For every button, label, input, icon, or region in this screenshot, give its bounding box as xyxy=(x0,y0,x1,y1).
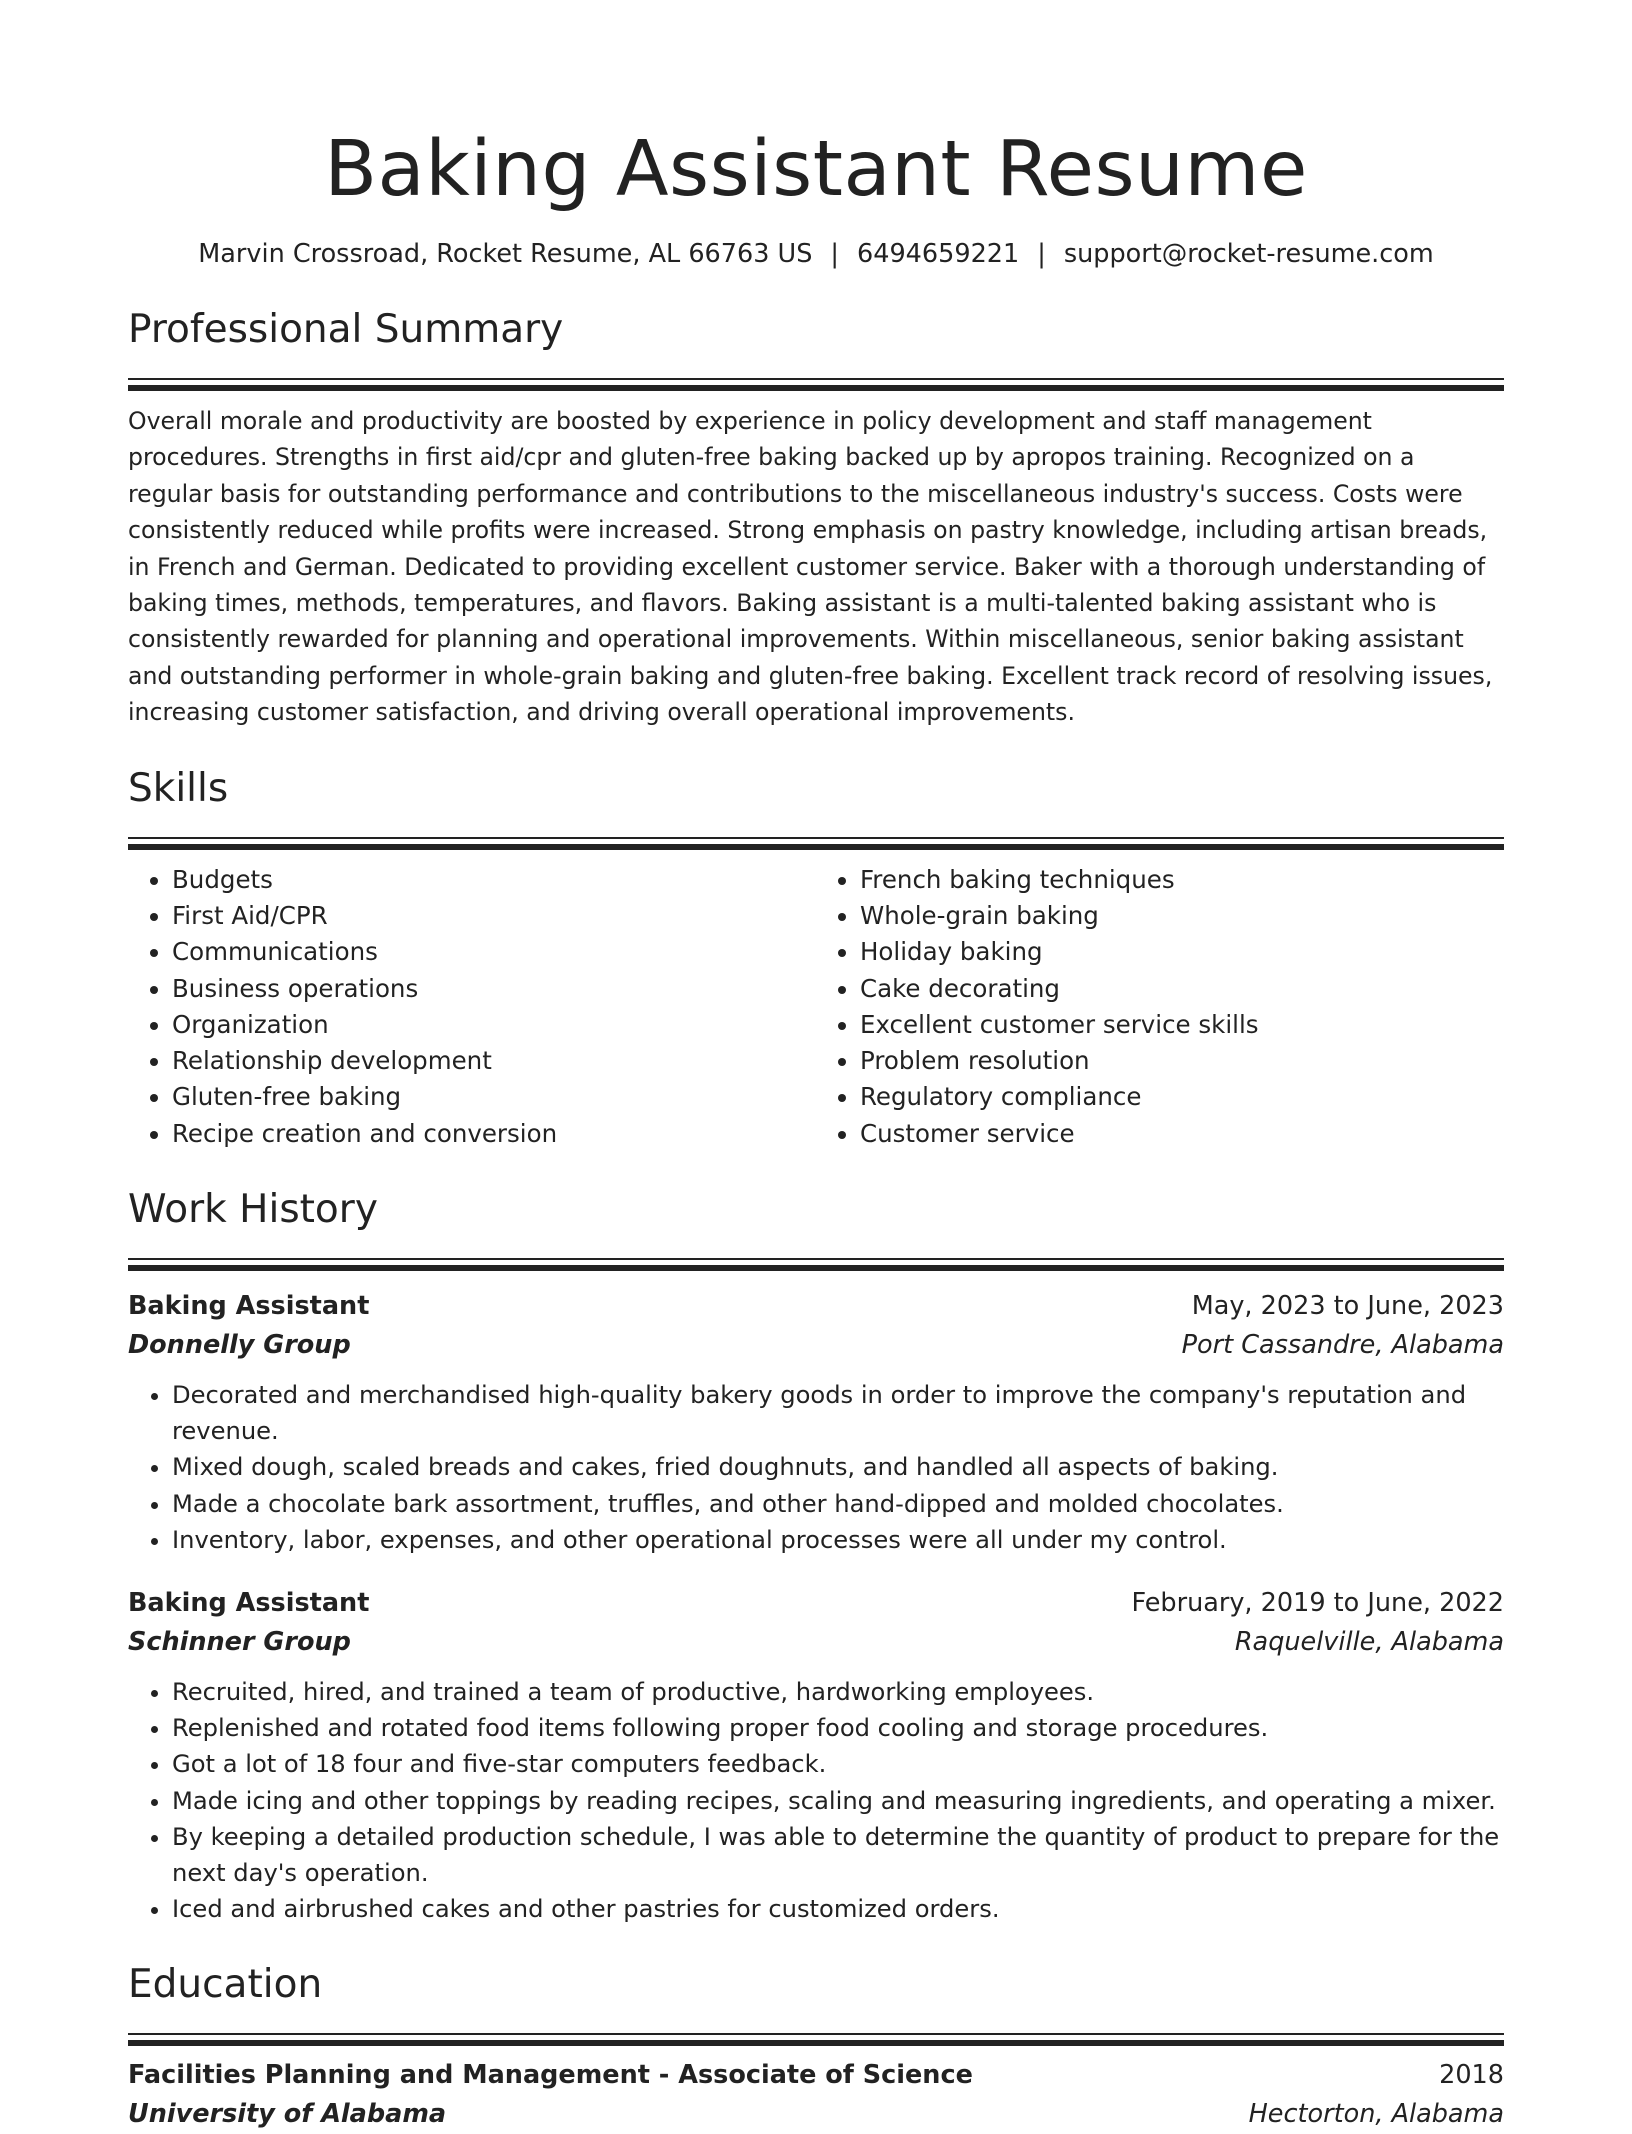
job-subheader xyxy=(128,1622,1504,1662)
job-entry xyxy=(128,1287,1504,1558)
job-company: Donnelly Group xyxy=(128,1330,351,1361)
skill-item: • First Aid/CPR xyxy=(172,898,816,934)
job-header xyxy=(128,1584,1504,1622)
resume-title: Baking Assistant Resume xyxy=(324,125,1308,214)
education-year: 2018 xyxy=(1439,2060,1504,2091)
contact-separator: | xyxy=(1037,239,1046,269)
skill-item: • Organization xyxy=(172,1007,816,1043)
section-divider xyxy=(128,2033,1504,2046)
skill-item: • Gluten-free baking xyxy=(172,1079,816,1115)
section-heading-summary: Professional Summary xyxy=(128,307,564,352)
section-divider xyxy=(128,378,1504,391)
education-entry xyxy=(128,2056,1504,2134)
education-school: University of Alabama xyxy=(128,2099,447,2130)
job-title: Baking Assistant xyxy=(128,1291,370,1322)
contact-line xyxy=(128,236,1504,272)
job-bullet: • Replenished and rotated food items following proper food cooling and storage procedures. xyxy=(172,1710,1504,1746)
skill-item: • Regulatory compliance xyxy=(860,1079,1504,1115)
job-subheader xyxy=(128,1325,1504,1365)
skill-item: • Customer service xyxy=(860,1116,1504,1152)
education-subheader xyxy=(128,2094,1504,2134)
skill-item: • Excellent customer service skills xyxy=(860,1007,1504,1043)
skill-item: • Communications xyxy=(172,934,816,970)
skill-item: • Cake decorating xyxy=(860,971,1504,1007)
job-bullet: • Decorated and merchandised high-quality bakery goods in order to improve the company's reputation and revenue. xyxy=(172,1377,1504,1449)
contact-separator: | xyxy=(830,239,840,269)
skills-list xyxy=(128,862,1504,1152)
skill-item: • French baking techniques xyxy=(860,862,1504,898)
section-heading-skills: Skills xyxy=(128,765,229,811)
job-bullet: • Made icing and other toppings by reading recipes, scaling and measuring ingredients, and operating a mixer. xyxy=(172,1783,1504,1819)
job-title: Baking Assistant xyxy=(128,1588,370,1619)
job-location: Port Cassandre, Alabama xyxy=(1181,1330,1504,1361)
job-entry xyxy=(128,1584,1504,1927)
contact-email: support@rocket-resume.com xyxy=(1063,239,1434,269)
section-divider xyxy=(128,1258,1504,1271)
job-location: Raquelville, Alabama xyxy=(1234,1627,1504,1658)
job-dates: February, 2019 to June, 2022 xyxy=(1131,1588,1504,1619)
skill-item: • Relationship development xyxy=(172,1043,816,1079)
contact-phone: 6494659221 xyxy=(857,239,1020,269)
summary-paragraph: Overall morale and productivity are boosted by experience in policy development and staff management procedures. Strengths in first aid/cpr and gluten-free baking backed up by apropos training. Recognized on a regular basis for outstanding performance and contributions to the miscellaneous industry's success. Costs were consistently reduced while profits were increased. Strong emphasis on pastry knowledge, including artisan breads, in French and German. Dedicated to providing excellent customer service. Baker with a thorough understanding of baking times, methods, temperatures, and flavors. Baking assistant is a multi-talented baking assistant who is consistently rewarded for planning and operational improvements. Within miscellaneous, senior baking assistant and outstanding performer in whole-grain baking and gluten-free baking. Excellent track record of resolving issues, increasing customer satisfaction, and driving overall operational improvements. xyxy=(128,407,1493,727)
skill-item: • Holiday baking xyxy=(860,934,1504,970)
skill-item: • Business operations xyxy=(172,971,816,1007)
skill-item: • Problem resolution xyxy=(860,1043,1504,1079)
skill-item: • Recipe creation and conversion xyxy=(172,1116,816,1152)
job-bullet: • Recruited, hired, and trained a team of productive, hardworking employees. xyxy=(172,1674,1504,1710)
job-company: Schinner Group xyxy=(128,1627,351,1658)
skills-column-right xyxy=(816,862,1504,1152)
job-bullets xyxy=(128,1674,1504,1927)
job-bullet: • Mixed dough, scaled breads and cakes, fried doughnuts, and handled all aspects of baking. xyxy=(172,1449,1504,1485)
education-location: Hectorton, Alabama xyxy=(1248,2099,1504,2130)
job-bullet: • By keeping a detailed production schedule, I was able to determine the quantity of product to prepare for the next day's operation. xyxy=(172,1819,1504,1891)
skill-item: • Budgets xyxy=(172,862,816,898)
job-bullet: • Iced and airbrushed cakes and other pastries for customized orders. xyxy=(172,1891,1504,1927)
skills-column-left xyxy=(128,862,816,1152)
job-bullet: • Inventory, labor, expenses, and other operational processes were all under my control. xyxy=(172,1522,1504,1558)
education-degree: Facilities Planning and Management - Associate of Science xyxy=(128,2060,973,2091)
section-divider xyxy=(128,837,1504,850)
job-bullets xyxy=(128,1377,1504,1558)
education-header xyxy=(128,2056,1504,2094)
section-heading-education: Education xyxy=(128,1962,323,2008)
section-heading-work-history: Work History xyxy=(128,1187,378,1233)
job-bullet: • Made a chocolate bark assortment, truffles, and other hand-dipped and molded chocolates. xyxy=(172,1486,1504,1522)
job-bullet: • Got a lot of 18 four and five-star computers feedback. xyxy=(172,1746,1504,1782)
contact-address: Marvin Crossroad, Rocket Resume, AL 66763 US xyxy=(198,239,813,269)
skill-item: • Whole-grain baking xyxy=(860,898,1504,934)
job-header xyxy=(128,1287,1504,1325)
job-dates: May, 2023 to June, 2023 xyxy=(1191,1291,1504,1322)
